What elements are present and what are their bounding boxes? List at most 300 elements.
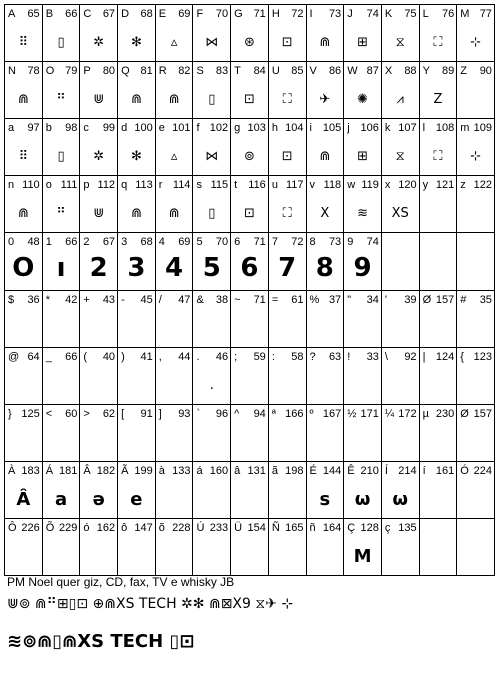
cell-code: 45 [140, 294, 153, 306]
glyph-preview: ≋ [357, 206, 368, 221]
cell-code: 100 [134, 122, 153, 134]
cell-character: q [121, 179, 128, 191]
cell-character: H [271, 8, 280, 20]
glyph-cell [231, 62, 269, 119]
cell-code: 42 [65, 294, 78, 306]
glyph-cell [5, 233, 43, 291]
cell-character: ~ [234, 294, 241, 306]
glyph-cell [269, 5, 307, 62]
glyph-preview: 5 [202, 253, 221, 283]
glyph-preview: 7 [278, 253, 297, 283]
cell-character: m [460, 122, 470, 134]
cell-code: 89 [442, 65, 455, 77]
cell-character: ¼ [384, 408, 395, 420]
cell-code: 121 [435, 179, 455, 191]
glyph-cell [382, 119, 420, 176]
cell-code: 99 [102, 122, 116, 134]
cell-code: 64 [27, 351, 40, 363]
cell-code: 68 [140, 8, 153, 20]
glyph-cell [344, 519, 382, 576]
cell-character: t [234, 179, 238, 191]
cell-character: â [234, 465, 241, 477]
glyph-preview: ✈ [319, 92, 331, 107]
cell-character: V [309, 65, 317, 77]
glyph-cell [420, 5, 458, 62]
cell-code: 161 [435, 465, 455, 477]
glyph-preview: ▵ [170, 149, 178, 164]
glyph-preview: ▯ [57, 149, 65, 164]
cell-code: 124 [435, 351, 455, 363]
glyph-preview: ⠛ [56, 206, 66, 221]
glyph-preview: ə [92, 489, 105, 510]
glyph-cell [118, 462, 156, 519]
glyph-cell [307, 119, 345, 176]
glyph-cell [231, 519, 269, 576]
glyph-cell [420, 462, 458, 519]
cell-code: 91 [140, 408, 153, 420]
glyph-preview: ⊛ [244, 35, 255, 50]
glyph-preview: ⋓ [93, 206, 105, 221]
glyph-sample-line-2: ≋⊚⋒▯⋒XS TECH ▯⊡ [7, 631, 195, 652]
glyph-cell [344, 462, 382, 519]
cell-character: Ø [460, 408, 469, 420]
glyph-cell [269, 62, 307, 119]
glyph-cell [80, 348, 118, 405]
glyph-cell [344, 62, 382, 119]
cell-code: 44 [178, 351, 191, 363]
cell-character: @ [8, 351, 20, 363]
cell-code: 172 [398, 408, 417, 420]
glyph-preview: ω [392, 489, 409, 510]
cell-code: 70 [215, 236, 229, 248]
glyph-cell [80, 119, 118, 176]
cell-character: u [271, 179, 278, 191]
glyph-preview: 8 [315, 253, 334, 283]
glyph-preview: ⋒ [130, 92, 142, 107]
cell-code: 37 [328, 294, 342, 306]
character-map-grid [4, 4, 495, 576]
glyph-cell [80, 405, 118, 462]
glyph-preview: M [353, 546, 372, 567]
cell-code: 119 [361, 179, 379, 191]
cell-code: 73 [328, 236, 342, 248]
cell-character: W [347, 65, 358, 77]
cell-character: a [8, 122, 15, 134]
glyph-cell [193, 462, 231, 519]
cell-character: ñ [309, 522, 316, 534]
glyph-cell [420, 176, 458, 233]
cell-code: 66 [65, 351, 78, 363]
cell-character: B [45, 8, 54, 20]
glyph-cell [420, 519, 458, 576]
cell-code: 96 [215, 408, 229, 420]
cell-code: 40 [102, 351, 116, 363]
glyph-cell [43, 291, 81, 348]
cell-code: 75 [404, 8, 417, 20]
cell-character: d [121, 122, 128, 134]
cell-character: 1 [45, 236, 52, 248]
cell-code: 110 [22, 179, 40, 191]
glyph-preview: ⠿ [18, 35, 29, 50]
glyph-cell [5, 176, 43, 233]
glyph-cell [231, 291, 269, 348]
cell-character: > [83, 408, 90, 420]
cell-character: Ê [347, 465, 355, 477]
cell-code: 102 [209, 122, 229, 134]
glyph-preview: ⛶ [282, 206, 292, 221]
cell-character: + [83, 294, 90, 306]
cell-character: Ü [234, 522, 243, 534]
glyph-cell [382, 62, 420, 119]
cell-code: 36 [27, 294, 40, 306]
glyph-cell [269, 348, 307, 405]
glyph-cell [5, 519, 43, 576]
cell-code: 157 [435, 294, 455, 306]
glyph-cell [193, 5, 231, 62]
glyph-cell [269, 462, 307, 519]
cell-character: Á [45, 465, 54, 477]
cell-character: f [196, 122, 200, 134]
glyph-cell [5, 291, 43, 348]
glyph-preview: ⋒ [319, 149, 331, 164]
cell-code: 82 [178, 65, 191, 77]
glyph-preview: ⩘ [396, 92, 404, 107]
cell-character: % [309, 294, 320, 306]
cell-character: õ [158, 522, 165, 534]
cell-code: 60 [65, 408, 78, 420]
glyph-cell [307, 348, 345, 405]
cell-character: L [422, 8, 429, 20]
cell-character: J [347, 8, 353, 20]
glyph-cell [231, 405, 269, 462]
glyph-cell [193, 62, 231, 119]
cell-code: 59 [253, 351, 266, 363]
glyph-cell [43, 176, 81, 233]
cell-code: 162 [96, 522, 116, 534]
glyph-cell [118, 62, 156, 119]
cell-character: / [158, 294, 162, 306]
glyph-cell [457, 519, 495, 576]
glyph-cell [307, 405, 345, 462]
cell-code: 35 [479, 294, 492, 306]
cell-character: g [234, 122, 241, 134]
cell-character: = [271, 294, 279, 306]
glyph-preview: ⋒ [17, 92, 29, 107]
cell-code: 70 [215, 8, 229, 20]
glyph-preview: ⛶ [433, 35, 443, 50]
glyph-preview: ⛶ [433, 149, 443, 164]
cell-code: 226 [21, 522, 40, 534]
grid-row [5, 119, 495, 176]
cell-code: 74 [366, 236, 379, 248]
cell-character: Ó [460, 465, 469, 477]
cell-code: 115 [210, 179, 229, 191]
cell-code: 74 [366, 8, 379, 20]
cell-character: º [309, 408, 314, 420]
cell-character: Ø [422, 294, 432, 306]
cell-code: 116 [248, 179, 266, 191]
cell-character: Q [121, 65, 130, 77]
cell-code: 165 [285, 522, 304, 534]
glyph-cell [382, 291, 420, 348]
cell-code: 46 [215, 351, 229, 363]
glyph-cell [269, 176, 307, 233]
cell-code: 198 [285, 465, 304, 477]
cell-character: ç [384, 522, 391, 534]
cell-code: 67 [102, 8, 116, 20]
cell-character: " [347, 294, 352, 306]
cell-code: 125 [21, 408, 40, 420]
glyph-preview: ⊞ [357, 149, 368, 164]
pangram-caption: PM Noel quer giz, CD, fax, TV e whisky JB [7, 575, 235, 589]
cell-code: 233 [209, 522, 229, 534]
cell-character: $ [8, 294, 15, 306]
glyph-cell [307, 5, 345, 62]
glyph-cell [457, 233, 495, 291]
glyph-cell [231, 233, 269, 291]
cell-character: p [83, 179, 90, 191]
cell-character: ( [83, 351, 88, 363]
glyph-cell [156, 291, 194, 348]
cell-code: 67 [102, 236, 116, 248]
cell-character: j [347, 122, 350, 134]
glyph-preview: ⊚ [244, 149, 255, 164]
glyph-preview: ▯ [57, 35, 65, 50]
cell-code: 88 [404, 65, 417, 77]
cell-code: 97 [27, 122, 40, 134]
glyph-cell [43, 233, 81, 291]
glyph-cell [43, 5, 81, 62]
cell-code: 78 [27, 65, 40, 77]
cell-code: 80 [102, 65, 116, 77]
glyph-preview: e [130, 489, 143, 510]
glyph-cell [193, 348, 231, 405]
glyph-preview: ⊡ [281, 149, 293, 164]
cell-code: 157 [473, 408, 492, 420]
glyph-preview: ⋒ [130, 206, 142, 221]
cell-code: 160 [209, 465, 229, 477]
glyph-cell [420, 291, 458, 348]
glyph-cell [307, 62, 345, 119]
cell-code: 79 [65, 65, 78, 77]
cell-character: á [196, 465, 203, 477]
cell-character: & [196, 294, 204, 306]
cell-code: 94 [253, 408, 266, 420]
cell-code: 113 [135, 179, 153, 191]
cell-character: D [121, 8, 130, 20]
cell-code: 38 [215, 294, 229, 306]
cell-character: z [460, 179, 466, 191]
glyph-preview: ✲ [93, 149, 105, 164]
cell-character: \ [384, 351, 388, 363]
grid-row [5, 519, 495, 576]
cell-code: 77 [479, 8, 492, 20]
glyph-cell [382, 176, 420, 233]
glyph-cell [457, 462, 495, 519]
cell-code: 104 [285, 122, 304, 134]
glyph-cell [193, 519, 231, 576]
glyph-cell [344, 348, 382, 405]
cell-character: n [8, 179, 15, 191]
cell-character: x [384, 179, 391, 191]
cell-code: 144 [322, 465, 342, 477]
cell-character: [ [121, 408, 125, 420]
glyph-cell [457, 119, 495, 176]
cell-code: 181 [59, 465, 78, 477]
cell-code: 214 [398, 465, 417, 477]
glyph-cell [118, 176, 156, 233]
grid-row [5, 5, 495, 62]
glyph-cell [193, 405, 231, 462]
glyph-cell [269, 233, 307, 291]
cell-character: ; [234, 351, 238, 363]
cell-code: 43 [102, 294, 116, 306]
cell-code: 166 [285, 408, 304, 420]
cell-code: 230 [435, 408, 455, 420]
glyph-cell [118, 5, 156, 62]
cell-character: , [158, 351, 162, 363]
glyph-cell [382, 5, 420, 62]
glyph-preview: s [319, 489, 331, 510]
glyph-cell [118, 405, 156, 462]
glyph-preview: ⋒ [168, 206, 180, 221]
cell-character: h [271, 122, 278, 134]
cell-character: ` [196, 408, 201, 420]
glyph-preview: ✻ [130, 149, 142, 164]
cell-character: P [83, 65, 91, 77]
cell-character: A [8, 8, 16, 20]
cell-character: ª [271, 408, 276, 420]
glyph-cell [457, 405, 495, 462]
glyph-cell [231, 348, 269, 405]
cell-code: 120 [398, 179, 417, 191]
cell-character: : [271, 351, 275, 363]
glyph-cell [457, 176, 495, 233]
cell-code: 103 [247, 122, 266, 134]
cell-character: 0 [8, 236, 15, 248]
grid-row [5, 291, 495, 348]
glyph-cell [420, 233, 458, 291]
cell-code: 63 [328, 351, 342, 363]
cell-character: i [309, 122, 312, 134]
glyph-cell [156, 405, 194, 462]
glyph-preview: ⛶ [282, 92, 292, 107]
glyph-cell [231, 5, 269, 62]
glyph-cell [80, 176, 118, 233]
cell-character: ) [121, 351, 125, 363]
cell-code: 71 [253, 236, 266, 248]
cell-code: 34 [366, 294, 379, 306]
cell-code: 164 [322, 522, 342, 534]
cell-code: 171 [360, 408, 379, 420]
cell-character: 9 [347, 236, 354, 248]
grid-row [5, 462, 495, 519]
cell-character: I [309, 8, 313, 20]
glyph-cell [382, 348, 420, 405]
glyph-cell [457, 291, 495, 348]
cell-code: 101 [172, 122, 191, 134]
cell-character: b [45, 122, 52, 134]
glyph-preview: ⧖ [395, 35, 405, 50]
glyph-preview: ▯ [208, 206, 216, 221]
glyph-preview: . [209, 378, 214, 393]
cell-character: _ [45, 351, 52, 363]
cell-character: Ã [121, 465, 129, 477]
cell-character: R [158, 65, 167, 77]
glyph-preview: X [320, 206, 330, 221]
glyph-preview: ⊡ [281, 35, 293, 50]
cell-character: w [347, 179, 356, 191]
glyph-cell [457, 62, 495, 119]
glyph-preview: ▯ [208, 92, 216, 107]
cell-code: 48 [27, 236, 40, 248]
cell-character: ? [309, 351, 316, 363]
cell-code: 98 [65, 122, 78, 134]
cell-code: 128 [360, 522, 379, 534]
cell-code: 111 [60, 179, 78, 191]
glyph-cell [344, 291, 382, 348]
glyph-cell [156, 348, 194, 405]
cell-code: 199 [134, 465, 153, 477]
grid-row [5, 348, 495, 405]
cell-character: y [422, 179, 429, 191]
cell-code: 65 [27, 8, 40, 20]
glyph-cell [457, 5, 495, 62]
glyph-cell [5, 348, 43, 405]
glyph-preview: ⠛ [56, 92, 66, 107]
cell-character: K [384, 8, 393, 20]
cell-code: 33 [366, 351, 379, 363]
glyph-cell [43, 119, 81, 176]
cell-character: r [158, 179, 163, 191]
cell-code: 69 [178, 236, 191, 248]
glyph-cell [382, 519, 420, 576]
glyph-preview: ⠿ [18, 149, 29, 164]
cell-character: ã [271, 465, 278, 477]
cell-character: * [45, 294, 50, 306]
cell-character: Y [422, 65, 430, 77]
cell-character: # [460, 294, 467, 306]
cell-code: 71 [253, 8, 266, 20]
glyph-cell [118, 233, 156, 291]
glyph-cell [269, 291, 307, 348]
glyph-preview: ⧖ [395, 149, 405, 164]
glyph-preview: 4 [165, 253, 184, 283]
cell-code: 61 [291, 294, 304, 306]
glyph-cell [5, 62, 43, 119]
glyph-preview: Z [433, 92, 443, 107]
cell-code: 147 [134, 522, 153, 534]
glyph-preview: ⋓ [93, 92, 105, 107]
cell-code: 109 [473, 122, 492, 134]
cell-code: 84 [253, 65, 266, 77]
glyph-preview: ⋈ [205, 149, 219, 164]
cell-character: ½ [347, 408, 357, 420]
cell-character: O [45, 65, 55, 77]
cell-character: E [158, 8, 167, 20]
cell-character: 5 [196, 236, 203, 248]
glyph-cell [344, 233, 382, 291]
glyph-cell [156, 119, 194, 176]
glyph-preview: ⊞ [357, 35, 368, 50]
glyph-cell [420, 62, 458, 119]
cell-code: 123 [473, 351, 492, 363]
cell-character: Ú [196, 522, 205, 534]
glyph-cell [118, 519, 156, 576]
cell-character: c [83, 122, 89, 134]
cell-character: ó [83, 522, 90, 534]
cell-code: 106 [360, 122, 379, 134]
